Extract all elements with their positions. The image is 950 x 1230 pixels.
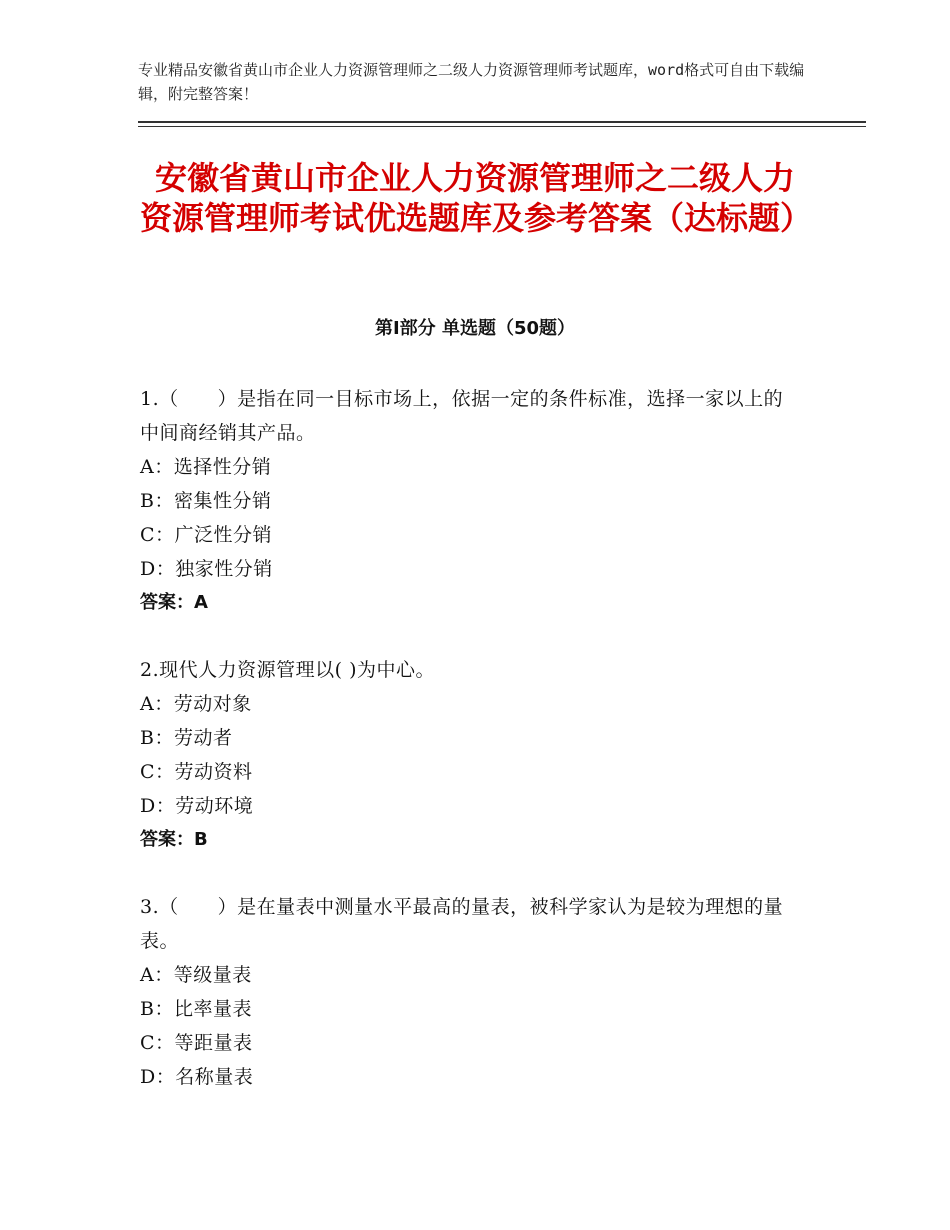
section-title: 第Ⅰ部分 单选题（50题） bbox=[374, 318, 575, 339]
answer-label: 答案：A bbox=[140, 592, 208, 613]
option-a: A：劳动对象 bbox=[140, 693, 252, 715]
question-2 bbox=[140, 653, 800, 857]
option-b: B：劳动者 bbox=[140, 727, 233, 749]
answer-label: 答案：B bbox=[140, 829, 208, 850]
question-3 bbox=[140, 890, 800, 1094]
option-c: C：劳动资料 bbox=[140, 761, 253, 783]
header-rule-thin bbox=[138, 126, 866, 127]
question-1 bbox=[140, 382, 800, 620]
option-b: B：密集性分销 bbox=[140, 490, 272, 512]
header-note: 专业精品安徽省黄山市企业人力资源管理师之二级人力资源管理师考试题库，word格式可自由下载编辑，附完整答案！ bbox=[138, 61, 805, 103]
option-d: D：独家性分销 bbox=[140, 558, 273, 580]
option-d: D：劳动环境 bbox=[140, 795, 254, 817]
option-d: D：名称量表 bbox=[140, 1066, 254, 1088]
option-c: C：等距量表 bbox=[140, 1032, 253, 1054]
header-rule-thick bbox=[138, 121, 866, 123]
option-c: C：广泛性分销 bbox=[140, 524, 273, 546]
question-stem: 3.（ ）是在量表中测量水平最高的量表，被科学家认为是较为理想的量表。 bbox=[140, 896, 784, 952]
question-stem: 2.现代人力资源管理以( )为中心。 bbox=[140, 659, 435, 681]
question-list bbox=[140, 382, 800, 1127]
option-b: B：比率量表 bbox=[140, 998, 252, 1020]
option-a: A：选择性分销 bbox=[140, 456, 272, 478]
question-stem: 1.（ ）是指在同一目标市场上，依据一定的条件标准，选择一家以上的中间商经销其产品。 bbox=[140, 388, 784, 444]
option-a: A：等级量表 bbox=[140, 964, 252, 986]
document-title: 安徽省黄山市企业人力资源管理师之二级人力资源管理师考试优选题库及参考答案（达标题） bbox=[140, 159, 813, 237]
